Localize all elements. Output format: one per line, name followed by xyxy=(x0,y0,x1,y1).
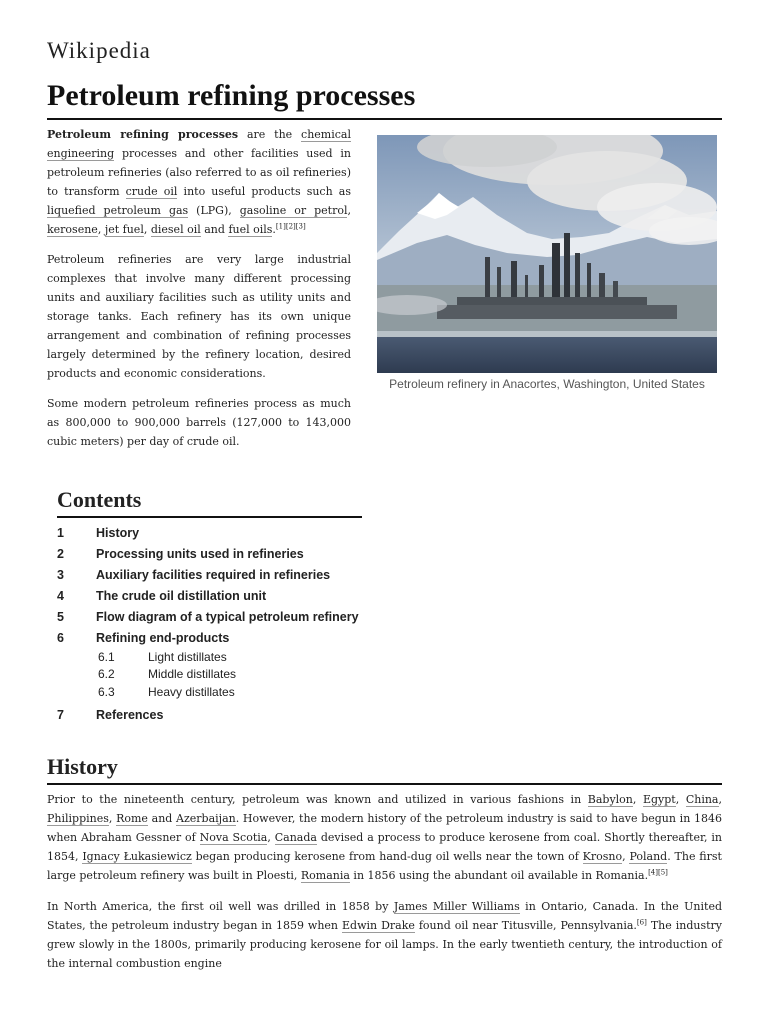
text: . The first large petroleum refinery was built in Ploesti, xyxy=(47,850,722,882)
link-poland[interactable]: Poland xyxy=(629,850,668,863)
text: . xyxy=(272,223,276,236)
link-jet-fuel[interactable]: jet fuel xyxy=(104,223,144,236)
link-romania[interactable]: Romania xyxy=(300,869,350,882)
text: Prior to the nineteenth century, petroleum was known and utilized in various fashions in xyxy=(47,793,588,806)
refinery-photo[interactable] xyxy=(377,135,717,373)
text: in Ontario, Canada. In the United States, the petroleum industry began in 1859 when xyxy=(47,900,723,932)
toc-label: Light distillates xyxy=(148,649,227,664)
link-azerbaijan[interactable]: Azerbaijan xyxy=(176,812,236,825)
text: , xyxy=(632,793,643,806)
link-philippines[interactable]: Philippines xyxy=(47,812,109,825)
text: devised a process to produce kerosene from coal. Shortly thereafter, in 1854, xyxy=(47,831,722,863)
refinery-figure xyxy=(377,135,717,391)
toc-label: History xyxy=(96,525,140,540)
toc-number: 4 xyxy=(57,588,64,603)
text: , xyxy=(718,793,722,806)
link-edwin-drake[interactable]: Edwin Drake xyxy=(342,919,415,932)
intro-paragraph-3: Some modern petroleum refineries process as much as 800,000 to 900,000 barrels (127,000 to 143,000 cubic meters) per day of crude oil. xyxy=(47,397,351,448)
toc-item-references[interactable] xyxy=(57,705,362,726)
link-china[interactable]: China xyxy=(685,793,719,806)
toc-item-distillation-unit[interactable] xyxy=(57,585,362,606)
toc-item-history[interactable] xyxy=(57,522,362,543)
lead-term: Petroleum refining processes xyxy=(47,128,239,141)
link-chemical-engineering[interactable]: chemical engineering xyxy=(47,128,351,160)
text: , xyxy=(108,812,117,825)
toc-item-auxiliary-facilities[interactable] xyxy=(57,564,362,585)
history-paragraph-2 xyxy=(47,897,722,973)
section-heading-history: History xyxy=(47,752,722,785)
link-rome[interactable]: Rome xyxy=(116,812,148,825)
text: In North America, the first oil well was drilled in 1858 by xyxy=(47,900,394,913)
text: and xyxy=(147,812,177,825)
text: , xyxy=(622,850,630,863)
link-lpg[interactable]: liquefied petroleum gas xyxy=(47,204,189,217)
toc-label: Heavy distillates xyxy=(148,684,235,699)
text: into useful products such as xyxy=(177,185,351,198)
toc-number: 6.1 xyxy=(98,649,115,664)
link-james-miller-williams[interactable]: James Miller Williams xyxy=(393,900,520,913)
text: are the xyxy=(238,128,302,141)
toc-label: References xyxy=(96,708,164,722)
toc-number: 3 xyxy=(57,567,64,582)
text: (LPG), xyxy=(188,204,240,217)
link-crude-oil[interactable]: crude oil xyxy=(125,185,178,198)
text: , xyxy=(675,793,686,806)
toc-title: Contents xyxy=(57,486,362,518)
text: began producing kerosene from hand-dug oil wells near the town of xyxy=(191,850,583,863)
toc-subitem-heavy-distillates[interactable] xyxy=(57,683,362,701)
history-paragraph-1 xyxy=(47,790,722,885)
toc-item-flow-diagram[interactable] xyxy=(57,606,362,627)
intro-paragraph-1 xyxy=(47,125,351,239)
table-of-contents xyxy=(57,486,362,726)
link-canada[interactable]: Canada xyxy=(274,831,317,844)
toc-label: Processing units used in refineries xyxy=(96,546,304,561)
link-egypt[interactable]: Egypt xyxy=(642,793,676,806)
text: found oil near Titusville, Pennsylvania. xyxy=(414,919,637,932)
text: , xyxy=(347,204,351,217)
toc-number: 1 xyxy=(57,525,64,540)
wikipedia-wordmark[interactable]: Wikipedia xyxy=(47,38,151,63)
toc-list xyxy=(57,522,362,726)
link-ignacy-lukasiewicz[interactable]: Ignacy Łukasiewicz xyxy=(82,850,192,863)
history-section xyxy=(47,790,722,985)
toc-subitem-light-distillates[interactable] xyxy=(57,648,362,666)
toc-label: Middle distillates xyxy=(148,667,237,682)
intro-paragraph-2: Petroleum refineries are very large industrial complexes that involve many different processing units and auxiliary facilities such as utility units and storage tanks. Each refinery has its own unique arrangement and combination of refining processes largely determined by the refinery location, desired products and economic considerations. xyxy=(47,253,351,380)
reference-links[interactable]: [4][5] xyxy=(648,868,668,877)
toc-number: 5 xyxy=(57,609,64,624)
text: The industry grew slowly in the 1800s, primarily producing kerosene for oil lamps. In the early twentieth century, the introduction of the internal combustion engine xyxy=(47,919,722,970)
toc-label: Flow diagram of a typical petroleum refinery xyxy=(96,609,359,624)
toc-label: Refining end-products xyxy=(96,630,230,645)
intro-section xyxy=(47,125,351,462)
toc-subitem-middle-distillates[interactable] xyxy=(57,666,362,684)
text: , xyxy=(97,223,105,236)
toc-label: The crude oil distillation unit xyxy=(96,588,267,603)
toc-number: 7 xyxy=(57,708,64,722)
link-gasoline[interactable]: gasoline or petrol xyxy=(239,204,348,217)
toc-label: Auxiliary facilities required in refineries xyxy=(96,567,331,582)
toc-item-end-products[interactable] xyxy=(57,627,362,648)
text: and xyxy=(200,223,229,236)
toc-number: 6.3 xyxy=(98,684,115,699)
text: processes and other facilities used in petroleum refineries (also referred to as oil refineries) to transform xyxy=(47,147,351,198)
page-title: Petroleum refining processes xyxy=(47,78,722,120)
toc-number: 6.2 xyxy=(98,667,115,682)
toc-number: 2 xyxy=(57,546,64,561)
text: , xyxy=(143,223,151,236)
link-diesel-oil[interactable]: diesel oil xyxy=(150,223,201,236)
link-nova-scotia[interactable]: Nova Scotia xyxy=(199,831,268,844)
link-kerosene[interactable]: kerosene xyxy=(47,223,98,236)
link-krosno[interactable]: Krosno xyxy=(582,850,623,863)
toc-number: 6 xyxy=(57,630,64,645)
link-fuel-oils[interactable]: fuel oils xyxy=(228,223,273,236)
text: in 1856 using the abundant oil available in Romania. xyxy=(349,869,649,882)
toc-item-processing-units[interactable] xyxy=(57,543,362,564)
figure-caption: Petroleum refinery in Anacortes, Washington, United States xyxy=(389,377,705,391)
text: , xyxy=(267,831,275,844)
reference-link[interactable]: [6] xyxy=(636,918,647,927)
link-babylon[interactable]: Babylon xyxy=(587,793,633,806)
text: . However, the modern history of the petroleum industry is said to have begun in 1846 when Abraham Gessner of xyxy=(47,812,722,844)
reference-links[interactable]: [1][2][3] xyxy=(275,222,306,231)
